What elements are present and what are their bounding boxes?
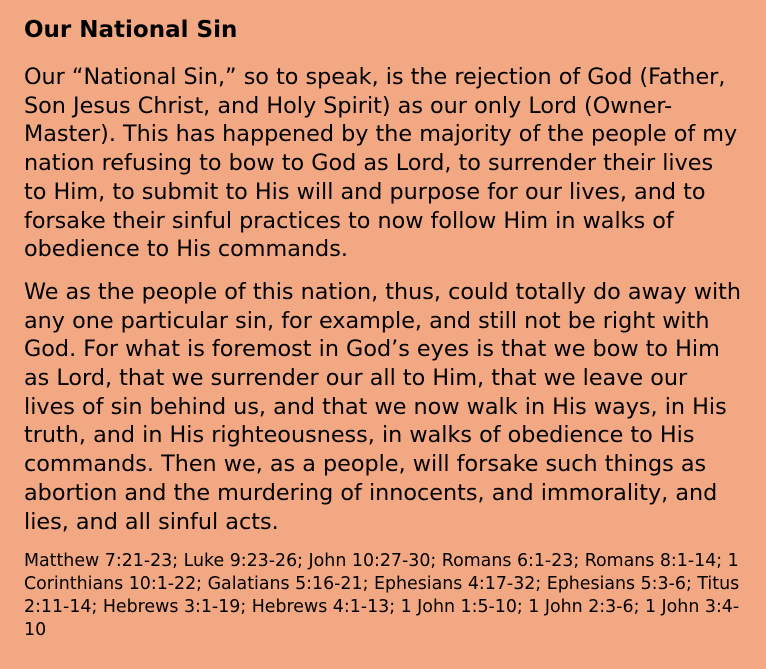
scripture-references: Matthew 7:21-23; Luke 9:23-26; John 10:27-30; Romans 6:1-23; Romans 8:1-14; 1 Corinthians 10:1-22; Galatians 5:16-21; Ephesians 4:17-32; Ephesians 5:3-6; Titus 2:11-14; Hebrews 3:1-19; Hebrews 4:1-13; 1 John 1:5-10; 1 John 2:3-6; 1 John 3:4-10 bbox=[24, 551, 740, 641]
document-title: Our National Sin bbox=[24, 17, 238, 43]
paragraph-national-sin: Our “National Sin,” so to speak, is the rejection of God (Father, Son Jesus Christ, and Holy Spirit) as our only Lord (Owner-Master). This has happened by the majority of the people of my nation refusing to bow to God as Lord, to surrender their lives to Him, to submit to His will and purpose for our lives, and to forsake their sinful practices to now follow Him in walks of obedience to His commands. bbox=[24, 64, 738, 263]
paragraph-people-of-nation: We as the people of this nation, thus, could totally do away with any one particular sin, for example, and still not be right with God. For what is foremost in God’s eyes is that we bow to Him as Lord, that we surrender our all to Him, that we leave our lives of sin behind us, and that we now walk in His ways, in His truth, and in His righteousness, in walks of obedience to His commands. Then we, as a people, will forsake such things as abortion and the murdering of innocents, and immorality, and lies, and all sinful acts. bbox=[24, 278, 742, 535]
